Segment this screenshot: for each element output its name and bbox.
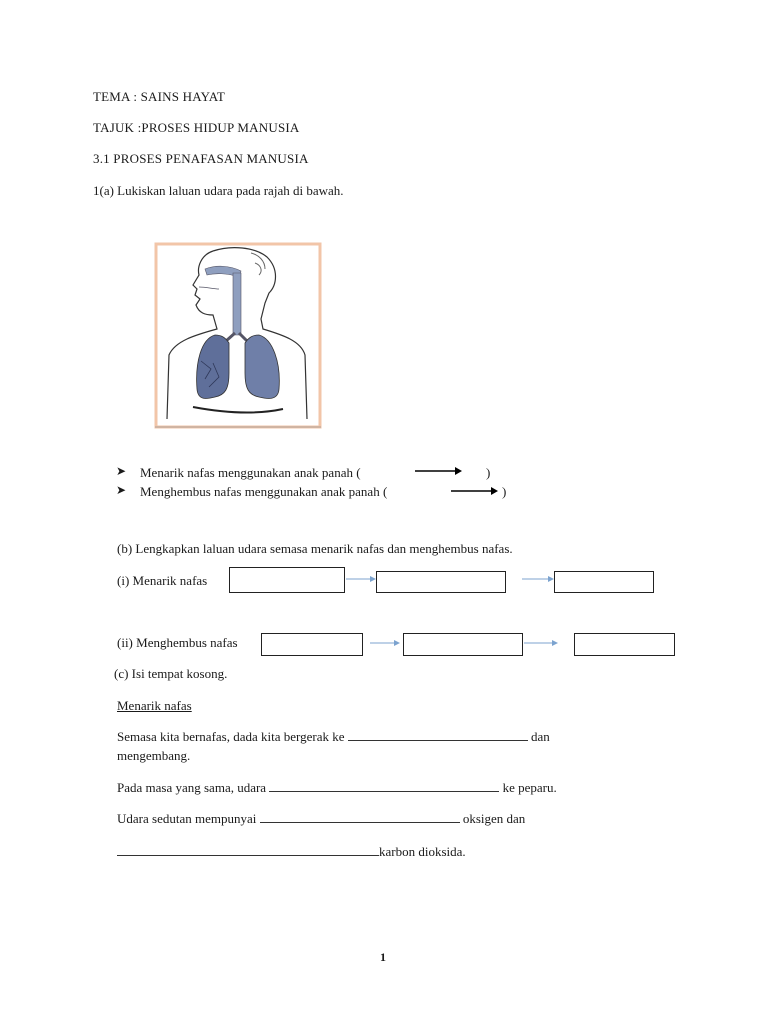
inhale-close-paren: ): [486, 465, 491, 480]
sentence-2-end: ke peparu.: [502, 780, 557, 795]
inhale-label: (i) Menarik nafas: [117, 573, 208, 588]
blank-2[interactable]: [269, 780, 499, 792]
inhale-answer-box-1[interactable]: [229, 567, 345, 593]
exhale-close-paren: ): [502, 484, 507, 499]
respiratory-system-diagram: [155, 243, 321, 429]
exhale-arrow-instruction: Menghembus nafas menggunakan anak panah (: [140, 484, 388, 499]
exhale-label: (ii) Menghembus nafas: [117, 635, 238, 650]
sentence-1-start: Semasa kita bernafas, dada kita bergerak ke: [117, 729, 345, 744]
exhale-arrow-icon: [451, 486, 499, 496]
sentence-3-start: Udara sedutan mempunyai: [117, 811, 257, 826]
flow-arrow-icon: [524, 639, 558, 647]
flow-arrow-icon: [522, 575, 554, 583]
exhale-answer-box-1[interactable]: [261, 633, 363, 656]
theme-heading: TEMA : SAINS HAYAT: [93, 89, 226, 104]
flow-arrow-icon: [370, 639, 400, 647]
blank-3[interactable]: [260, 811, 460, 823]
blank-4[interactable]: [117, 844, 379, 856]
flow-arrow-icon: [346, 575, 376, 583]
trachea: [233, 273, 241, 335]
sentence-3-end: oksigen dan: [462, 811, 526, 826]
bullet-arrowhead-icon: ➤: [116, 483, 127, 497]
fill-sentence-1: [117, 729, 550, 745]
blank-1[interactable]: [348, 729, 528, 741]
fill-sentence-2: [117, 780, 557, 796]
page-number: 1: [380, 950, 386, 964]
fill-sentence-1-cont: mengembang.: [117, 748, 191, 763]
inhale-arrow-icon: [415, 466, 463, 476]
fill-sentence-3: [117, 811, 525, 827]
sentence-1-end: dan: [531, 729, 550, 744]
section-heading: 3.1 PROSES PENAFASAN MANUSIA: [93, 151, 309, 166]
sentence-2-start: Pada masa yang sama, udara: [117, 780, 267, 795]
topic-heading: TAJUK :PROSES HIDUP MANUSIA: [93, 120, 300, 135]
bullet-arrowhead-icon: ➤: [116, 464, 127, 478]
fill-sentence-4: [117, 844, 466, 860]
exhale-answer-box-2[interactable]: [403, 633, 523, 656]
exhale-answer-box-3[interactable]: [574, 633, 675, 656]
inhale-arrow-instruction: Menarik nafas menggunakan anak panah (: [140, 465, 361, 480]
question-1b-prompt: (b) Lengkapkan laluan udara semasa menarik nafas dan menghembus nafas.: [117, 541, 513, 556]
question-1c-prompt: (c) Isi tempat kosong.: [114, 666, 228, 681]
inhale-answer-box-3[interactable]: [554, 571, 654, 593]
sentence-4-end: karbon dioksida.: [379, 844, 466, 859]
inhale-subheading: Menarik nafas: [117, 698, 192, 713]
question-1a-prompt: 1(a) Lukiskan laluan udara pada rajah di bawah.: [93, 183, 344, 198]
inhale-answer-box-2[interactable]: [376, 571, 506, 593]
